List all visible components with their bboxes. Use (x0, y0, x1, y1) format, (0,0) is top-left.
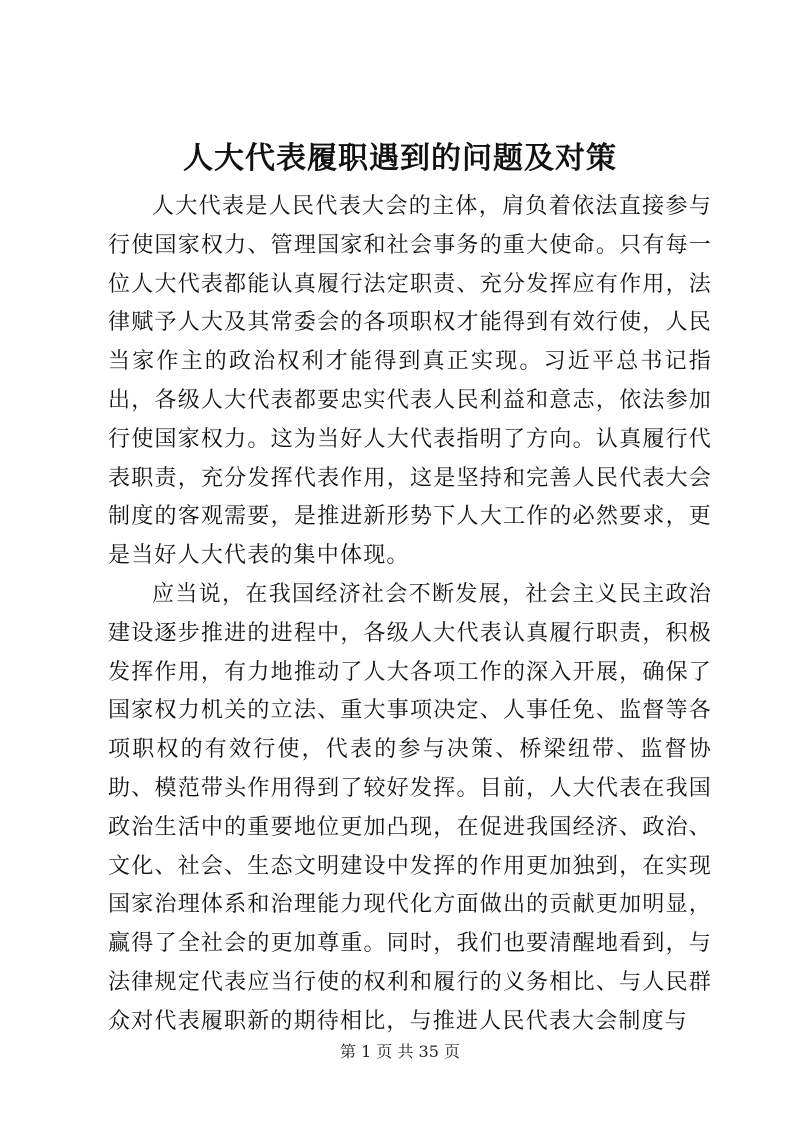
page-footer: 第 1 页 共 35 页 (340, 1042, 460, 1061)
document-title: 人大代表履职遇到的问题及对策 (183, 141, 617, 176)
paragraph-2: 应当说，在我国经济社会不断发展，社会主义民主政治建设逐步推进的进程中，各级人大代表认真履行职责，积极发挥作用，有力地推动了人大各项工作的深入开展，确保了国家权力机关的立法、重大事项决定、人事任免、监督等各项职权的有效行使，代表的参与决策、桥梁纽带、监督协助、模范带头作用得到了较好发挥。目前，人大代表在我国政治生活中的重要地位更加凸现，在促进我国经济、政治、文化、社会、生态文明建设中发挥的作用更加独到，在实现国家治理体系和治理能力现代化方面做出的贡献更加明显，赢得了全社会的更加尊重。同时，我们也要清醒地看到，与法律规定代表应当行使的权利和履行的义务相比、与人民群众对代表履职新的期待相比，与推进人民代表大会制度与 (108, 581, 712, 1034)
document-body (108, 188, 712, 1042)
paragraph-1: 人大代表是人民代表大会的主体，肩负着依法直接参与行使国家权力、管理国家和社会事务的重大使命。只有每一位人大代表都能认真履行法定职责、充分发挥应有作用，法律赋予人大及其常委会的各项职权才能得到有效行使，人民当家作主的政治权利才能得到真正实现。习近平总书记指出，各级人大代表都要忠实代表人民利益和意志，依法参加行使国家权力。这为当好人大代表指明了方向。认真履行代表职责，充分发挥代表作用，这是坚持和完善人民代表大会制度的客观需要，是推进新形势下人大工作的必然要求，更是当好人大代表的集中体现。 (108, 194, 712, 569)
